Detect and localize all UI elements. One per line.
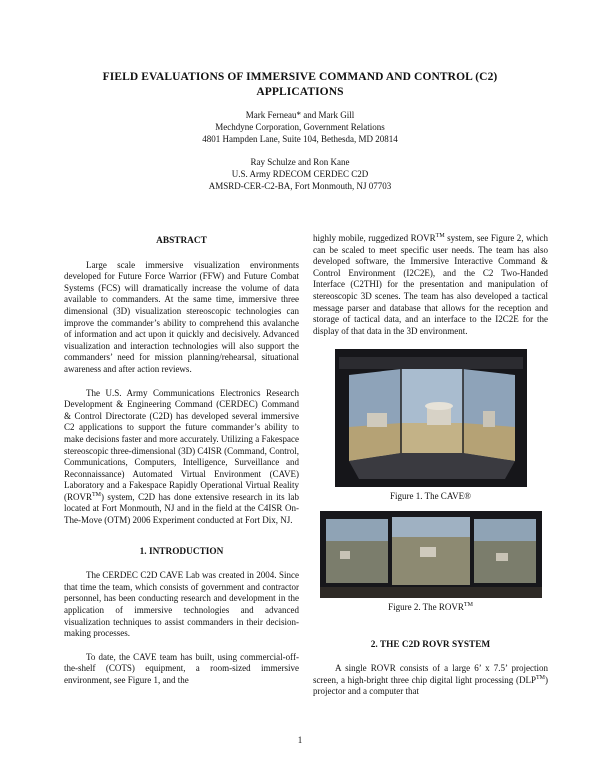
page-number: 1: [297, 735, 303, 745]
title-line-1: FIELD EVALUATIONS OF IMMERSIVE COMMAND AND CONTROL (C2): [102, 71, 498, 83]
introduction-paragraph-2: To date, the CAVE team has built, using commercial-off-the-shelf (COTS) equipment, a room-sized immersive environment, see Figure 1, and the: [64, 651, 299, 685]
title-line-2: APPLICATIONS: [256, 86, 344, 98]
author-org-1: Mechdyne Corporation, Government Relations: [215, 122, 385, 132]
author-block: [60, 109, 540, 192]
figure-1-caption: Figure 1. The CAVE®: [389, 491, 471, 502]
author-names-2: Ray Schulze and Ron Kane: [250, 157, 350, 167]
introduction-heading: 1. INTRODUCTION: [139, 546, 224, 557]
author-address-1: 4801 Hampden Lane, Suite 104, Bethesda, MD 20814: [202, 134, 398, 144]
left-column: [64, 236, 299, 699]
right-column: [313, 233, 548, 710]
section-2-paragraph-1: A single ROVR consists of a large 6’ x 7.5’ projection screen, a high-bright three chip digital light processing (DLP™) projector and a computer that: [313, 663, 548, 697]
abstract-paragraph-1: Large scale immersive visualization environments developed for Future Force Warrior (FFW) and Future Combat Systems (FCS) will dramatically increase the volume of data available to commanders. At the same time, immersive three dimensional (3D) visualization stereoscopic technologies can improve the commander’s ability to comprehend this avalanche of information and act upon it quickly and decisively. Advanced visualization and interaction technologies will also support the commanders’ need for mission planning/rehearsal, situational awareness and after action reviews.: [64, 259, 299, 374]
paper-title: [60, 70, 540, 100]
author-org-2: U.S. Army RDECOM CERDEC C2D: [231, 169, 369, 179]
author-address-2: AMSRD-CER-C2-BA, Fort Monmouth, NJ 07703: [208, 181, 392, 191]
figure-1-cave-image: [335, 349, 527, 487]
abstract-heading: ABSTRACT: [156, 236, 207, 246]
right-paragraph-1: highly mobile, ruggedized ROVR™ system, see Figure 2, which can be scaled to meet specific user needs. The team has also developed software, the Immersive Interactive Command & Control Environment (I2C2E), and the C2 Two-Handed Interface (C2THI) for the presentation and manipulation of stereoscopic 3D scenes. The team has also developed a tactical message parser and database that allows for the reception and storage of tactical data, and an interface to the I2C2E for the display of that data in the 3D environment.: [313, 233, 549, 336]
abstract-paragraph-2: The U.S. Army Communications Electronics Research Development & Engineering Command (CERDEC) Command & Control Directorate (C2D) has developed several immersive C2 applications to support the future commander’s ability to make decisions faster and more accurately. Utilizing a Fakespace stereoscopic three-dimensional (3D) C4ISR (Command, Control, Communications, Computers, Intelligence, Surveillance and Reconnaissance) Automated Virtual Environment (CAVE) Laboratory and a Fakespace Rapidly Operational Virtual Reality (ROVR™) system, C2D has done extensive research in its lab located at Fort Monmouth, NJ and in the field at the C4ISR On-The-Move (OTM) 2006 Experiment conducted at Fort Dix, NJ.: [64, 387, 299, 526]
section-2-heading: 2. THE C2D ROVR SYSTEM: [370, 639, 491, 650]
introduction-paragraph-1: The CERDEC C2D CAVE Lab was created in 2004. Since that time the team, which consists of government and contractor personnel, has been conducting research and development in the application of immersive technologies and advanced visualization techniques to assist commanders in their decision-making processes.: [64, 570, 299, 639]
author-names-1: Mark Ferneau* and Mark Gill: [245, 110, 355, 120]
figure-2-caption: Figure 2. The ROVR™: [388, 601, 473, 612]
figure-2-rovr-image: [320, 511, 542, 598]
